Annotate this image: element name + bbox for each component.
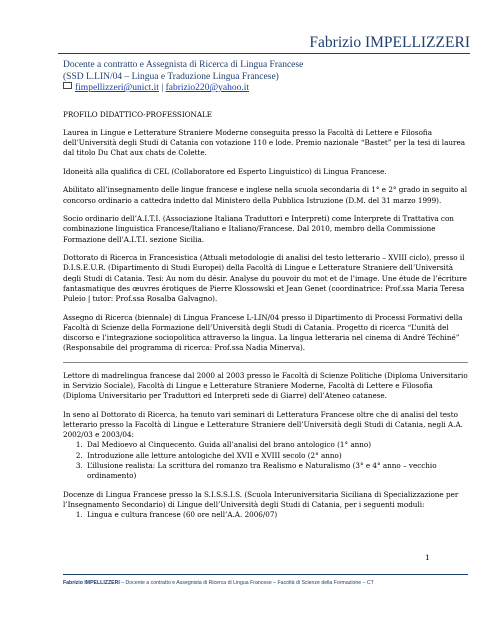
page-header [0,32,470,52]
paragraph-dottorato: Dottorato di Ricerca in Francesistica (Attuali metodologie di analisi del testo letterario – XVIII ciclo), presso il D.I.S.E.U.R. (Dipartimento di Studi Europei) della Facoltà di Lingue e Letterature Straniere dell’Università degli Studi di Catania. Tesi: Au nom du désir. Analyse du pouvoir du mot et de l’image. Une étude de l’écriture fantasmatique des œuvres érotiques de Pierre Klossowski et Jean Genet (coordinatrice: Prof.ssa Maria Teresa Puleio | tutor: Prof.ssa Rosalba Galvagno). [63,253,467,303]
document-body [63,110,468,529]
author-name: Fabrizio IMPELLIZZERI [309,34,470,51]
page-number: 1 [425,553,430,562]
email-icon [63,82,72,89]
list-item: 1. Lingua e cultura francese (60 ore nell’A.A. 2006/07) [85,510,468,520]
moduli-list [63,510,468,520]
paragraph-abilitazione: Abilitato all’insegnamento delle lingue francese e inglese nella scuola secondaria di 1° e 2° grado in seguito al concorso ordinario a cattedra indetto dal Ministero della Pubblica Istruzione (D.M. del 31 marzo 1999). [63,185,468,205]
footer-divider [63,574,468,575]
paragraph-lettore: Lettore di madrelingua francese dal 2000 al 2003 presso le Facoltà di Scienze Politiche (Diploma Universitario in Servizio Sociale), Facoltà di Lingue e Letterature Straniere Moderne, Facoltà di Lettere e Filosofia (Diploma Universitario per Traduttori ed Interpreti sede di Giarre) dell’Ateneo catanese. [63,370,468,401]
footer-text: – Docente a contratto e Assegnista di Ricerca di Lingua Francese – Facoltà di Scienze della Formazione – CT [119,580,374,586]
header-divider [58,53,470,54]
email-link-yahoo[interactable]: fabrizio220@yahoo.it [165,83,250,93]
list-item: 3. L’illusione realista: La scrittura del romanzo tra Realismo e Naturalismo (3° e 4° anno – vecchio ordinamento) [85,461,468,481]
footer-name: Fabrizio IMPELLIZZERI [63,580,120,586]
paragraph-laurea: Laurea in Lingue e Letterature Straniere Moderne conseguita presso la Facoltà di Lettere e Filosofia dell’Università degli Studi di Catania con votazione 110 e lode. Premio nazionale “Bastet” per la tesi di laurea dal titolo Du Chat aux chats de Colette. [63,127,465,158]
paragraph-assegno: Assegno di Ricerca (biennale) di Lingua Francese L-LIN/04 presso il Dipartimento di Processi Formativi della Facoltà di Scienze della Formazione dell’Università degli Studi di Catania. Progetto di ricerca “L’unità del discorso e l’integrazione sociopolitica attraverso la lingua. La lingua letteraria nel cinema di André Téchiné” (Responsabile del programma di ricerca: Prof.ssa Nadia Minerva). [63,312,463,353]
paragraph-aiti: Socio ordinario dell’A.I.T.I. (Associazione Italiana Traduttori e Interpreti) come Interprete di Trattativa con combinazione linguistica Francese/Italiano e Italiano/Francese. Dal 2010, membro della Commissione Formazione dell’A.I.T.I. sezione Sicilia. [63,214,454,244]
author-info [63,60,468,95]
section-heading: PROFILO DIDATTICO-PROFESSIONALE [63,110,213,119]
list-item: 2. Introduzione alle letture antologiche del XVII e XVIII secolo (2° anno) [85,451,468,461]
page-footer [63,580,473,586]
author-role: Docente a contratto e Assegnista di Ricerca di Lingua Francese [63,60,304,70]
list-item: 1. Dal Medioevo al Cinquecento. Guida all’analisi del brano antologico (1° anno) [85,440,468,450]
seminari-list [63,440,468,481]
paragraph-ssis: Docenze di Lingua Francese presso la S.I.S.S.I.S. (Scuola Interuniversitaria Siciliana di Specializzazione per l’Insegnamento Secondario) di Lingue dell’Università degli Studi di Catania, per i seguenti moduli: [63,489,459,509]
contact-line [63,83,468,95]
email-link-unict[interactable]: fimpellizzeri@unict.it [75,83,159,93]
paragraph-seminari: In seno al Dottorato di Ricerca, ha tenuto vari seminari di Letteratura Francese oltre che di analisi del testo letterario presso la Facoltà di Lingue e Letterature Straniere dell’Università degli Studi di Catania, negli A.A. 2002/03 e 2003/04: [63,409,463,440]
paragraph-idoneita: Idoneità alla qualifica di CEL (Collaboratore ed Esperto Linguistico) di Lingua Francese. [63,166,387,176]
email-separator: | [158,83,166,93]
author-ssd: (SSD L.LIN/04 – Lingua e Traduzione Lingua Francese) [63,71,279,82]
section-divider [63,362,468,363]
